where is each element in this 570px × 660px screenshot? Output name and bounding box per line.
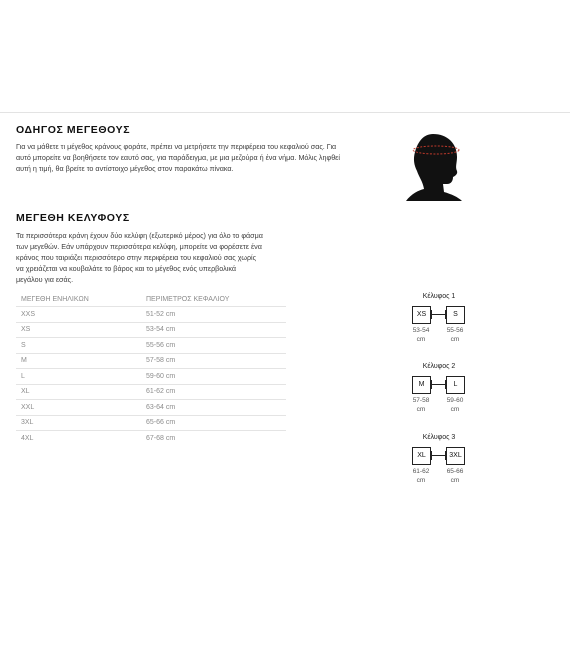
range-label: 53-54 cm (412, 327, 430, 343)
size-guide-description (16, 141, 340, 174)
head-measure-icon (403, 132, 465, 202)
description-line: να χρειάζεται να κουβαλάτε το βάρος και το μέγεθος ενός υπερβολικά (16, 264, 237, 273)
shell-title: Κέλυφος 2 (422, 363, 456, 370)
range-label: 59-60 cm (446, 397, 464, 413)
shell-size-box: XS (412, 306, 431, 324)
table-row (16, 415, 286, 431)
shell-ranges (404, 396, 474, 418)
circumference-cell: 53-54 cm (146, 322, 286, 338)
shell-ranges (404, 467, 474, 489)
shell-2-diagram (404, 363, 474, 418)
circumference-cell: 55-56 cm (146, 338, 286, 354)
shell-ranges (404, 326, 474, 348)
circumference-cell: 63-64 cm (146, 400, 286, 416)
description-line: μεγάλου για εσάς. (16, 275, 74, 284)
circumference-cell: 67-68 cm (146, 431, 286, 446)
circumference-cell: 65-66 cm (146, 415, 286, 431)
circumference-cell: 51-52 cm (146, 307, 286, 323)
shell-title: Κέλυφος 3 (422, 434, 456, 441)
size-cell: L (16, 369, 146, 385)
range-label: 61-62 cm (412, 468, 430, 484)
connector-line (431, 314, 446, 315)
table-row (16, 400, 286, 416)
range-label: 55-56 cm (446, 327, 464, 343)
size-table (16, 292, 286, 446)
shell-size-box: S (446, 306, 465, 324)
column-header-head-circumference: ΠΕΡΙΜΕΤΡΟΣ ΚΕΦΑΛΙΟΥ (146, 295, 230, 303)
description-line: αυτή η τιμή, θα βρείτε το αντίστοιχο μέγεθος στον παρακάτω πίνακα. (16, 164, 234, 173)
range-label: 65-66 cm (446, 468, 464, 484)
circumference-cell: 61-62 cm (146, 384, 286, 400)
size-cell: XS (16, 322, 146, 338)
description-line: των μεγεθών. Εάν υπάρχουν περισσότερα κελύφη, μπορείτε να φορέσετε ένα (16, 242, 262, 251)
description-line: Για να μάθετε τι μέγεθος κράνους φοράτε, πρέπει να μετρήσετε την περιφέρεια του κεφαλιού σας. Για (16, 142, 337, 151)
table-row (16, 322, 286, 338)
shell-size-box: 3XL (446, 447, 465, 465)
table-row (16, 353, 286, 369)
size-cell: 3XL (16, 415, 146, 431)
description-line: Τα περισσότερα κράνη έχουν δύο κελύφη (εξωτερικό μέρος) για όλο το φάσμα (16, 231, 263, 240)
size-cell: M (16, 353, 146, 369)
shell-size-box: M (412, 376, 431, 394)
table-row (16, 369, 286, 385)
table-header-row (16, 292, 286, 307)
circumference-cell: 57-58 cm (146, 353, 286, 369)
table-row (16, 431, 286, 446)
shell-size-box: XL (412, 447, 431, 465)
shell-size-box: L (446, 376, 465, 394)
shell-3-diagram (404, 434, 474, 489)
shell-sizes-title: ΜΕΓΕΘΗ ΚΕΛΥΦΟΥΣ (16, 212, 130, 224)
size-cell: XXL (16, 400, 146, 416)
size-cell: 4XL (16, 431, 146, 446)
range-label: 57-58 cm (412, 397, 430, 413)
size-cell: XXS (16, 307, 146, 323)
shell-size-pair (404, 306, 474, 324)
shell-size-pair (404, 447, 474, 465)
description-line: αυτό μπορείτε να βοηθήσετε τον εαυτό σας, για παράδειγμα, με μια μεζούρα ή ένα νήμα. Μόλις ληφθεί (16, 153, 340, 162)
connector-line (431, 384, 446, 385)
table-row (16, 338, 286, 354)
size-cell: XL (16, 384, 146, 400)
column-header-adult-size: ΜΕΓΕΘΗ ΕΝΗΛΙΚΩΝ (21, 295, 89, 303)
connector-line (431, 455, 446, 456)
shell-1-diagram (404, 293, 474, 348)
circumference-cell: 59-60 cm (146, 369, 286, 385)
size-guide-title: ΟΔΗΓΟΣ ΜΕΓΕΘΟΥΣ (16, 124, 131, 136)
shell-sizes-description (16, 230, 263, 285)
shell-title: Κέλυφος 1 (422, 293, 456, 300)
table-row (16, 384, 286, 400)
shell-size-pair (404, 376, 474, 394)
size-cell: S (16, 338, 146, 354)
table-row (16, 307, 286, 323)
description-line: κράνος που ταιριάζει περισσότερο στην περιφέρεια του κεφαλιού σας χωρίς (16, 253, 257, 262)
